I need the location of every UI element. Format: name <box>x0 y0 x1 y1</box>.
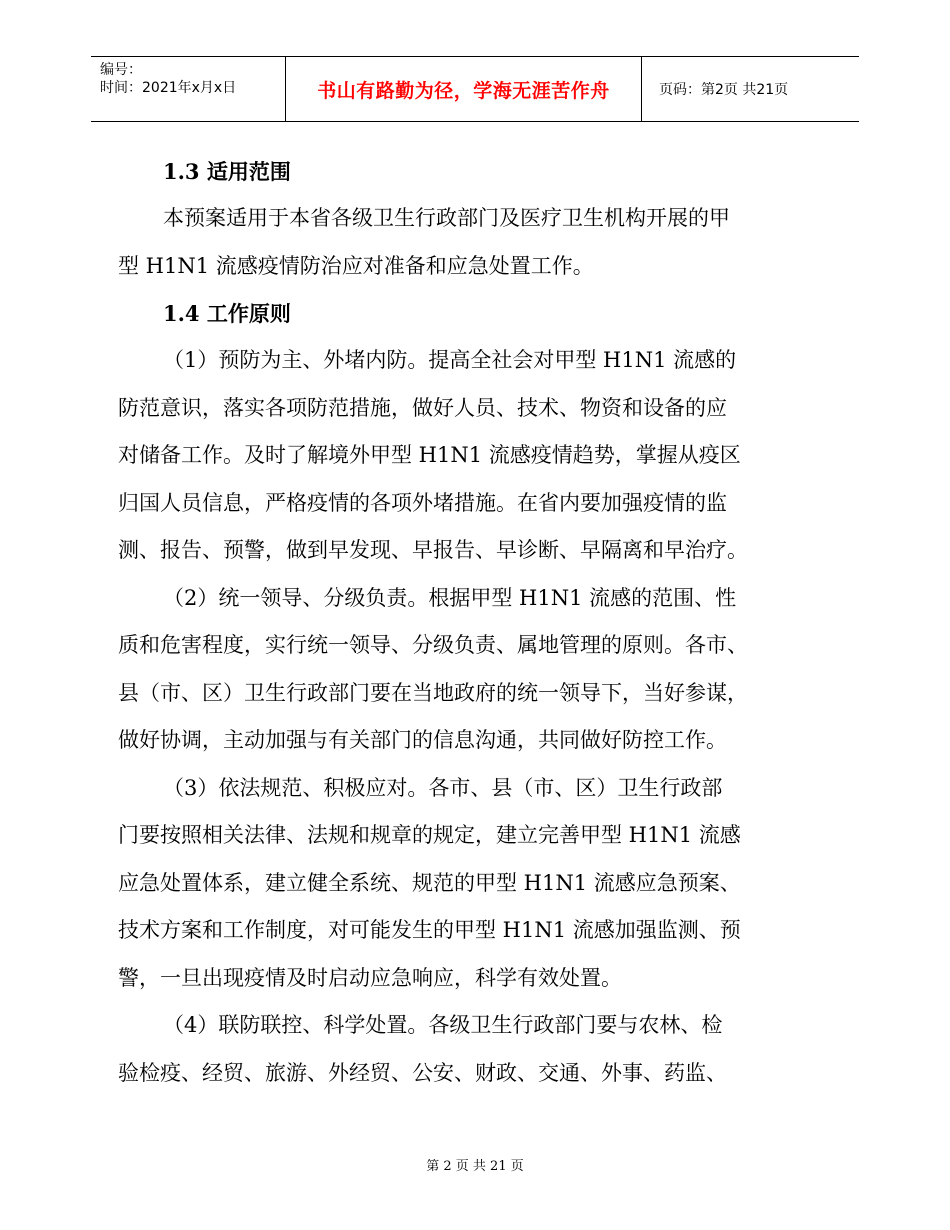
paragraph-line: 型 H1N1 流感疫情防治应对准备和应急处置工作。 <box>118 253 594 278</box>
paragraph-line: （1）预防为主、外堵内防。提高全社会对甲型 H1N1 流感的 <box>163 348 737 372</box>
paragraph-line: 质和危害程度，实行统一领导、分级负责、属地管理的原则。各市、 <box>118 633 748 657</box>
paragraph-line: 测、报告、预警，做到早发现、早报告、早诊断、早隔离和早治疗。 <box>118 538 748 562</box>
paragraph-line: 县（市、区）卫生行政部门要在当地政府的统一领导下，当好参谋， <box>118 680 748 705</box>
paragraph-line: 警，一旦出现疫情及时启动应急响应，科学有效处置。 <box>118 965 622 990</box>
paragraph-line: 技术方案和工作制度，对可能发生的甲型 H1N1 流感加强监测、预 <box>118 918 741 942</box>
section-title-1-4: 1.4 工作原则 <box>163 301 291 326</box>
document-body <box>118 148 842 1097</box>
paragraph-line: （4）联防联控、科学处置。各级卫生行政部门要与农林、检 <box>163 1013 723 1037</box>
paragraph-line: 防范意识，落实各项防范措施，做好人员、技术、物资和设备的应 <box>118 395 727 420</box>
header-meta <box>100 61 236 97</box>
paragraph-line: 做好协调，主动加强与有关部门的信息沟通，共同做好防控工作。 <box>118 728 727 752</box>
paragraph-line: 归国人员信息，严格疫情的各项外堵措施。在省内要加强疫情的监 <box>118 490 727 515</box>
paragraph-line: 门要按照相关法律、法规和规章的规定，建立完善甲型 H1N1 流感 <box>118 823 741 847</box>
header-page-label: 页码：第2页 共21页 <box>659 82 789 98</box>
paragraph-line: （3）依法规范、积极应对。各市、县（市、区）卫生行政部 <box>163 775 723 800</box>
paragraph-line: 应急处置体系，建立健全系统、规范的甲型 H1N1 流感应急预案、 <box>118 870 741 895</box>
paragraph-line: 对储备工作。及时了解境外甲型 H1N1 流感疫情趋势，掌握从疫区 <box>118 443 741 467</box>
section-title-1-3: 1.3 适用范围 <box>163 159 291 184</box>
paragraph-line: （2）统一领导、分级负责。根据甲型 H1N1 流感的范围、性 <box>163 585 737 610</box>
time-label: 时间：2021年x月x日 <box>100 80 237 96</box>
page-footer: 第 2 页 共 21 页 <box>426 1159 524 1174</box>
header-motto: 书山有路勤为径，学海无涯苦作舟 <box>285 57 642 121</box>
page-header <box>91 56 859 122</box>
paragraph-line: 验检疫、经贸、旅游、外经贸、公安、财政、交通、外事、药监、 <box>118 1060 727 1085</box>
number-label: 编号： <box>100 62 142 78</box>
paragraph-line: 本预案适用于本省各级卫生行政部门及医疗卫生机构开展的甲 <box>163 206 730 230</box>
